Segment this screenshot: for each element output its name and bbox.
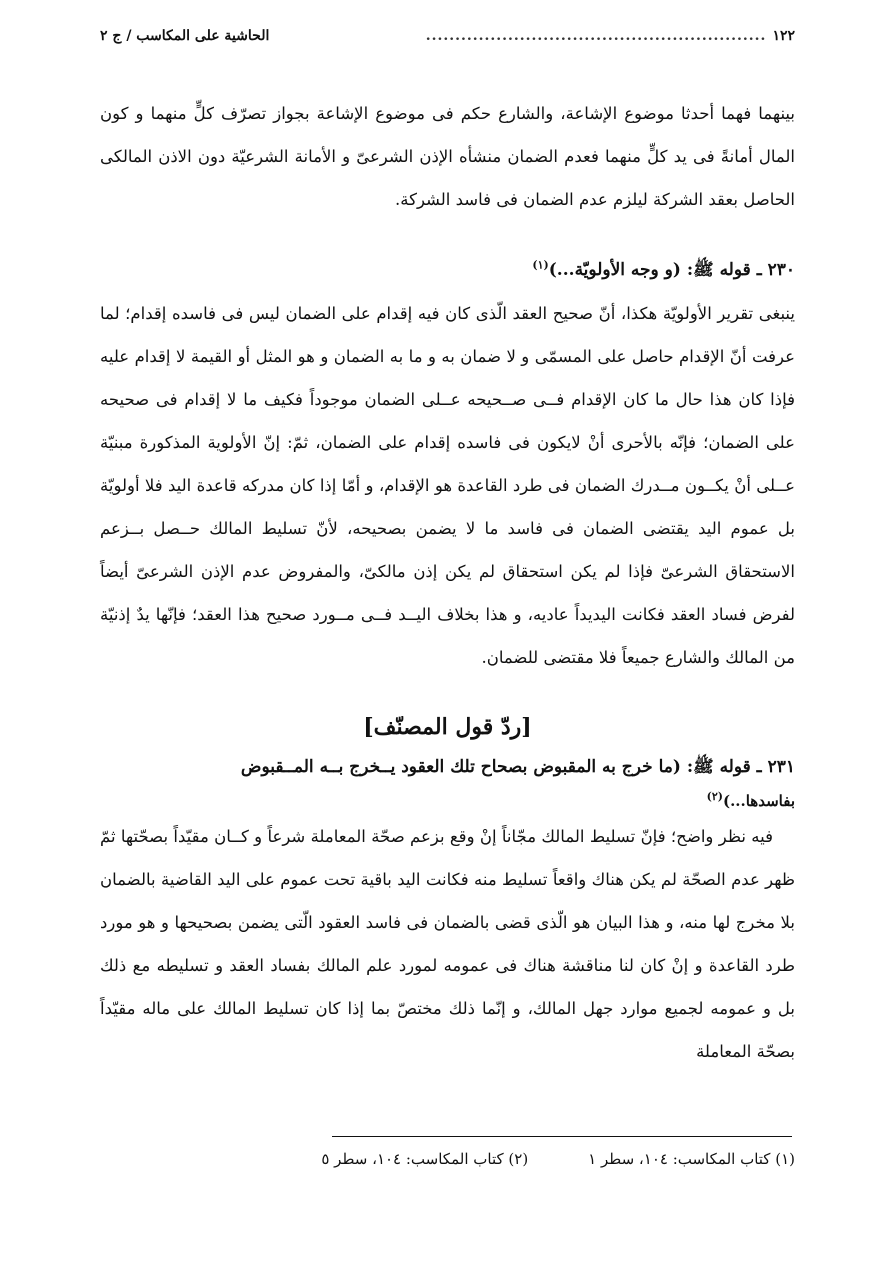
item-231-heading: ٢٣١ ـ قوله ﷺ: (ما خرج به المقبوض بصحاح تلك العقود يــخرج بــه المــقبوض xyxy=(240,757,795,777)
header-leader-dots: .......................................................... xyxy=(425,28,767,44)
section-title: [ردّ قول المصنّف] xyxy=(363,714,532,740)
paragraph-continuation: بينهما فهما أحدثا موضوع الإشاعة، والشارع حكم فى موضوع الإشاعة بجواز تصرّف كلٍّ منهما و كون المال أمانةً فى يد كلٍّ منهما فعدم الضمان منشأه الإذن الشرعىّ و الأمانة الشرعيّة دون الاذن المالكى الحاصل بعقد الشركة ليلزم عدم الضمان فى فاسد الشركة. xyxy=(100,104,795,209)
running-title: الحاشية على المكاسب / ج ٢ xyxy=(100,28,270,44)
footnote-2: (٢) كتاب المكاسب: ١٠٤، سطر ٥ xyxy=(321,1150,529,1168)
item-230-heading-text: ٢٣٠ ـ قوله ﷺ: (و وجه الأولويّة...) xyxy=(548,260,795,280)
footnote-1: (١) كتاب المكاسب: ١٠٤، سطر ١ xyxy=(588,1150,795,1168)
footnotes xyxy=(190,1150,795,1168)
item-230-body: ينبغى تقرير الأولويّة هكذا، أنّ صحيح العقد الّذى كان فيه إقدام على الضمان ليس فى فاسده إقدام؛ لما عرفت أنّ الإقدام حاصل على المسمّى و لا ضمان به و ما به الضمان و هو المثل أو القيمة لا إقدام عليه فإذا كان هذا حال ما كان الإقدام فــى صــحيحه عــلى الضمان موجوداً فكيف ما لا إقدام فى صحيحه على الضمان؛ فإنّه بالأحرى أنْ لايكون فى فاسده إقدام على الضمان، ثمّ: إنّ الأولوية المذكورة مبنيّة عــلى أنْ يكــون مــدرك الضمان فى طرد القاعدة هو الإقدام، و أمّا إذا كان مدركه قاعدة اليد فلا أولويّة بل عموم اليد يقتضى الضمان فى فاسد ما لا يضمن بصحيحه، لأنّ تسليط المالك حــصل بــزعم الاستحقاق الشرعىّ فإذا لم يكن استحقاق لم يكن إذن مالكىّ، والمفروض عدم الإذن الشرعىّ أيضاً لفرض فساد العقد فكانت اليديداً عاديه، و هذا بخلاف اليــد فــى مــورد صحيح هذا العقد؛ فإنّها يدٌ إذنيّة من المالك والشارع جميعاً فلا مقتضى للضمان. xyxy=(100,304,795,667)
page-number: ١٢٢ xyxy=(772,28,795,44)
page-content xyxy=(100,28,795,1073)
item-231-heading-continued xyxy=(100,787,795,815)
footnote-ref-1[interactable]: (١) xyxy=(532,258,549,272)
item-231-body: فيه نظر واضح؛ فإنّ تسليط المالك مجّاناً إنْ وقع بزعم صحّة المعاملة شرعاً و كــان مقيّداً بصحّتها ثمّ ظهر عدم الصحّة لم يكن هناك واقعاً تسليط منه فكانت اليد باقية تحت عموم على اليد القاضية بالضمان بلا مخرج لها منه، و هذا البيان هو الّذى قضى بالضمان فى فاسد العقود الّتى يضمن بصحيحها و هو مورد طرد القاعدة و إنْ كان لنا مناقشة هناك فى عمومه لمورد علم المالك بفساد العقد و تسليطه مع ذلك بل و عمومه لجميع موارد جهل المالك، و إنّما ذلك مختصّ بما إذا كان تسليط المالك على ماله مقيّداً بصحّة المعاملة xyxy=(100,827,795,1061)
item-230-heading xyxy=(100,249,795,292)
footnote-ref-2[interactable]: (٢) xyxy=(706,790,723,803)
footnote-divider xyxy=(332,1136,792,1137)
running-header xyxy=(100,28,795,60)
item-231-heading-cont-text: بفاسدها...) xyxy=(722,792,795,810)
